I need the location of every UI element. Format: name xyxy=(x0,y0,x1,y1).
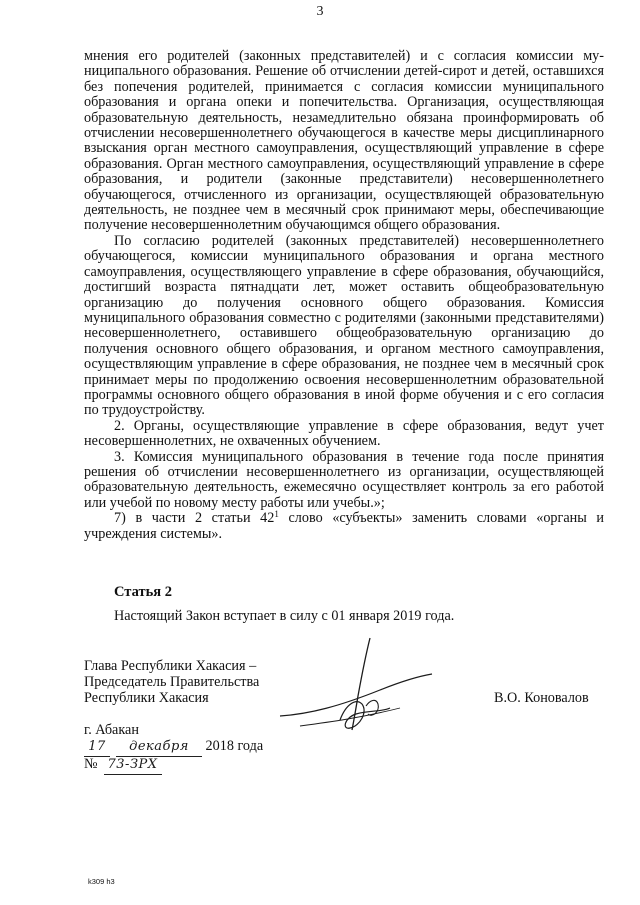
law-body-text xyxy=(84,49,604,542)
date-year: 2018 года xyxy=(205,738,264,754)
amendment-superscript: 1 xyxy=(274,509,279,520)
number-value: 73-ЗРХ xyxy=(104,756,162,775)
paragraph-parental-consent: По согласию родителей (законных представителей) несовершеннолетнего обучающегося, комиссии муниципального образования и органа местного самоуправления, осуществляющего управление в сфере образования, обучающийся, достигший возраста пятнадцати лет, может оставить общеобразовательную организацию до получения основного общего образования. Комиссия муниципального образования совместно с родителями (законными представителями) несовершеннолетнего, оставившего общеобразовательную организацию до получения основного общего образования, и органом местного самоуправления, осуществляющим управление в сфере образования, не позднее чем в месячный срок принимает меры по продолжению освоения несовершеннолетним образовательной программы основного общего образования в иной форме обучения и с его согласия по трудоустройству. xyxy=(84,232,604,419)
article-text: Настоящий Закон вступает в силу с 01 января 2019 года. xyxy=(114,608,455,624)
signing-date xyxy=(84,737,263,757)
paragraph-item-3: 3. Комиссия муниципального образования в течение года после принятия решения об отчислении несовершеннолетнего из организации, осуществляющей образовательную деятельность, ежемесячно осуществляет контроль за его работой или учебой по новому месту работы или учебы.»; xyxy=(84,448,604,511)
footer-code: k309 h3 xyxy=(88,877,115,886)
signer-name: В.О. Коновалов xyxy=(494,690,589,706)
paragraph-continuation: мнения его родителей (законных представителей) и с согласия комиссии муниципального образования. Решение об отчислении детей-сирот и детей, оставшихся без попечения родителей, принимается с согласия комиссии муниципального образования и органа опеки и попечительства. Организация, осуществляющая образовательную деятельность, незамедлительно обязана проинформировать об отчислении несовершеннолетнего обучающегося в качестве меры дисциплинарного взыскания орган местного самоуправления, осуществляющий управление в сфере образования. Орган местного самоуправления, осуществляющий управление в сфере образования, и родители (законные представители) несовершеннолетнего обучающегося, отчисленного из организации, осуществляющей образовательную деятельность, не позднее чем в месячный срок принимают меры, обеспечивающие получение несовершеннолетним обучающимся общего образования. xyxy=(84,48,604,234)
amendment-after: слово «субъекты» заменить словами «органы и учреждения системы». xyxy=(84,510,604,542)
date-day: 17 xyxy=(84,738,110,757)
signatory-line-3: Республики Хакасия xyxy=(84,690,209,706)
article-heading: Статья 2 xyxy=(114,584,172,600)
signatory-line-2: Председатель Правительства xyxy=(84,674,260,690)
number-prefix: № xyxy=(84,756,98,772)
place-of-signing: г. Абакан xyxy=(84,722,139,738)
paragraph-amendment-7 xyxy=(84,511,604,542)
amendment-before: 7) в части 2 статьи 42 xyxy=(114,510,275,527)
page-number: 3 xyxy=(316,4,324,19)
signatory-line-1: Глава Республики Хакасия – xyxy=(84,658,257,674)
signatory-title xyxy=(84,658,259,706)
date-month: декабря xyxy=(116,738,202,757)
handwritten-signature xyxy=(270,634,440,744)
paragraph-item-2: 2. Органы, осуществляющие управление в сфере образования, ведут учет несовершеннолетних, не охваченных обучением. xyxy=(84,417,604,450)
law-number xyxy=(84,755,162,775)
